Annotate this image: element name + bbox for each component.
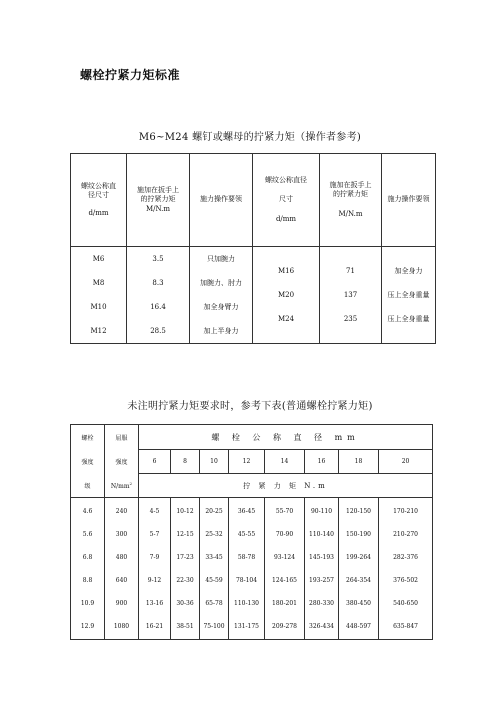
header-torque2-unit: M/N.m xyxy=(338,209,363,218)
right-sizes-cell xyxy=(253,247,320,344)
diameter-cell: 10 xyxy=(200,450,229,474)
right-size: M16 xyxy=(277,267,295,275)
table1-caption: M6~M24 螺钉或螺母的拧紧力矩（操作者参考) xyxy=(138,132,362,143)
left-torque: 3.5 xyxy=(152,255,164,263)
diameter-header: 螺 栓 公 称 直 径 mm xyxy=(139,425,433,450)
torque-cell: 10-12 xyxy=(176,507,194,515)
right-method: 压上全身重量 xyxy=(387,291,430,299)
grade: 12.9 xyxy=(80,622,95,630)
yield-header-2: 强度 xyxy=(105,450,139,474)
header-spec2 xyxy=(253,154,320,247)
torque-cell: 22-30 xyxy=(176,576,194,584)
diameter-cell: 12 xyxy=(229,450,265,474)
header-torque-line2: 的拧紧力矩 xyxy=(140,195,176,204)
torque-cell: 20-25 xyxy=(205,507,223,515)
right-torques-cell xyxy=(320,247,382,344)
header-torque2-line1: 施加在扳手上 xyxy=(329,180,372,189)
yield: 640 xyxy=(115,576,128,584)
torque-cell: 110-130 xyxy=(234,599,259,607)
right-torque: 137 xyxy=(343,291,358,299)
torque-cell: 210-270 xyxy=(393,530,418,538)
grade: 5.6 xyxy=(82,530,93,538)
header-spec-unit: d/mm xyxy=(88,208,109,217)
torque-col-14 xyxy=(265,498,305,640)
header-torque-line1: 施加在扳手上 xyxy=(137,185,179,194)
torque-cell: 124-165 xyxy=(272,576,297,584)
right-method: 压上全身重量 xyxy=(387,315,430,323)
yield-unit xyxy=(105,474,139,498)
yield: 240 xyxy=(115,507,128,515)
diameter-cell: 16 xyxy=(305,450,339,474)
right-torque: 71 xyxy=(346,267,355,275)
torque-col-10 xyxy=(200,498,229,640)
torque-cell: 193-257 xyxy=(309,576,334,584)
torque-cell: 5-7 xyxy=(149,530,160,538)
right-methods-cell xyxy=(382,247,436,344)
header-spec-line1: 螺纹公称直 xyxy=(81,181,116,190)
torque-col-12 xyxy=(229,498,265,640)
left-sizes-cell xyxy=(71,247,127,344)
yields-cell xyxy=(105,498,139,640)
torque-cell: 635-847 xyxy=(393,622,418,630)
torque-cell: 380-450 xyxy=(346,599,371,607)
yield: 480 xyxy=(115,553,128,561)
torque-cell: 58-78 xyxy=(237,553,256,561)
torque-cell: 13-16 xyxy=(145,599,164,607)
right-method: 加全身力 xyxy=(394,267,423,275)
torque-cell: 16-21 xyxy=(145,622,164,630)
grade: 8.8 xyxy=(82,576,93,584)
torque-cell: 150-190 xyxy=(346,530,371,538)
torque-cell: 448-597 xyxy=(346,622,371,630)
right-torque: 235 xyxy=(343,315,358,323)
torque-cell: 45-55 xyxy=(237,530,256,538)
right-size: M24 xyxy=(277,315,295,323)
torque-cell: 70-90 xyxy=(275,530,294,538)
header-spec-line2: 径尺寸 xyxy=(88,191,109,200)
left-size: M8 xyxy=(92,279,105,287)
torque-cell: 540-650 xyxy=(393,599,418,607)
torque-cell: 25-32 xyxy=(205,530,223,538)
torque-cell: 9-12 xyxy=(147,576,162,584)
yield-header-1: 屈服 xyxy=(105,425,139,450)
torque-col-8 xyxy=(171,498,200,640)
torque-cell: 36-45 xyxy=(237,507,256,515)
page-title: 螺栓拧紧力矩标准 xyxy=(80,68,181,82)
grade: 6.8 xyxy=(82,553,93,561)
left-torques-cell xyxy=(127,247,190,344)
torque-cell: 145-193 xyxy=(309,553,334,561)
torque-cell: 12-15 xyxy=(176,530,194,538)
header-torque-unit: M/N.m xyxy=(145,204,171,213)
bolt-grade-header-3: 级 xyxy=(71,474,105,498)
yield: 1080 xyxy=(113,622,130,630)
yield-unit-sup: 2 xyxy=(129,480,133,486)
torque-col-18 xyxy=(339,498,379,640)
torque-cell: 131-175 xyxy=(234,622,259,630)
header-method: 施力操作要领 xyxy=(190,154,253,247)
header-torque2-line2: 的拧紧力矩 xyxy=(333,190,368,199)
torque-cell: 326-434 xyxy=(309,622,334,630)
torque-cell: 376-502 xyxy=(393,576,418,584)
torque-cell: 170-210 xyxy=(393,507,418,515)
left-torque: 28.5 xyxy=(150,327,166,335)
torque-col-6 xyxy=(139,498,171,640)
torque-cell: 90-110 xyxy=(310,507,333,515)
header-spec2-line1: 螺纹公称直径 xyxy=(265,175,307,184)
torque-cell: 7-9 xyxy=(149,553,160,561)
torque-col-20 xyxy=(379,498,433,640)
torque-col-16 xyxy=(305,498,339,640)
left-size: M12 xyxy=(90,327,107,335)
diameter-cell: 14 xyxy=(265,450,305,474)
left-method: 加全身臂力 xyxy=(203,303,239,311)
header-spec2-unit: d/mm xyxy=(275,214,297,223)
left-method: 只加腕力 xyxy=(207,255,235,263)
diameter-cell: 6 xyxy=(139,450,171,474)
torque-header: 拧 紧 力 矩 N.m xyxy=(139,474,433,498)
torque-cell: 209-278 xyxy=(272,622,297,630)
header-method2: 施力操作要领 xyxy=(382,154,436,247)
torque-cell: 17-23 xyxy=(176,553,194,561)
torque-cell: 282-376 xyxy=(393,553,418,561)
bolt-grade-header-1: 螺栓 xyxy=(71,425,105,450)
torque-cell: 38-51 xyxy=(176,622,194,630)
torque-table-m6-m24 xyxy=(70,153,436,344)
header-torque2 xyxy=(320,154,382,247)
left-method: 加上半身力 xyxy=(203,327,239,335)
grade: 4.6 xyxy=(82,507,93,515)
torque-cell: 45-59 xyxy=(205,576,223,584)
grades-cell xyxy=(71,498,105,640)
torque-cell: 55-70 xyxy=(275,507,294,515)
diameter-cell: 18 xyxy=(339,450,379,474)
yield: 300 xyxy=(115,530,128,538)
header-spec2-line2: 尺寸 xyxy=(279,195,293,204)
diameter-cell: 8 xyxy=(171,450,200,474)
torque-cell: 110-140 xyxy=(309,530,334,538)
torque-cell: 4-5 xyxy=(149,507,160,515)
torque-cell: 78-104 xyxy=(235,576,258,584)
left-method: 加腕力、肘力 xyxy=(200,279,242,287)
header-torque xyxy=(127,154,190,247)
left-torque: 8.3 xyxy=(152,279,164,287)
right-size: M20 xyxy=(277,291,295,299)
torque-cell: 264-354 xyxy=(346,576,371,584)
left-torque: 16.4 xyxy=(150,303,166,311)
left-methods-cell xyxy=(190,247,253,344)
header-spec xyxy=(71,154,127,247)
torque-cell: 65-78 xyxy=(205,599,223,607)
yield-unit-text: N/mm xyxy=(110,482,130,490)
yield: 900 xyxy=(115,599,128,607)
torque-cell: 199-264 xyxy=(346,553,371,561)
left-size: M6 xyxy=(92,255,105,263)
torque-cell: 180-201 xyxy=(272,599,297,607)
torque-cell: 93-124 xyxy=(273,553,296,561)
table2-caption: 未注明拧紧力矩要求时，参考下表(普通螺栓拧紧力矩) xyxy=(127,401,373,412)
torque-cell: 120-150 xyxy=(346,507,371,515)
torque-cell: 30-36 xyxy=(176,599,194,607)
torque-cell: 280-330 xyxy=(309,599,334,607)
torque-cell: 75-100 xyxy=(203,622,225,630)
diameter-cell: 20 xyxy=(379,450,433,474)
left-size: M10 xyxy=(90,303,107,311)
grade: 10.9 xyxy=(80,599,95,607)
torque-cell: 33-45 xyxy=(205,553,223,561)
bolt-grade-header-2: 强度 xyxy=(71,450,105,474)
torque-table-bolt-grades xyxy=(70,424,433,640)
